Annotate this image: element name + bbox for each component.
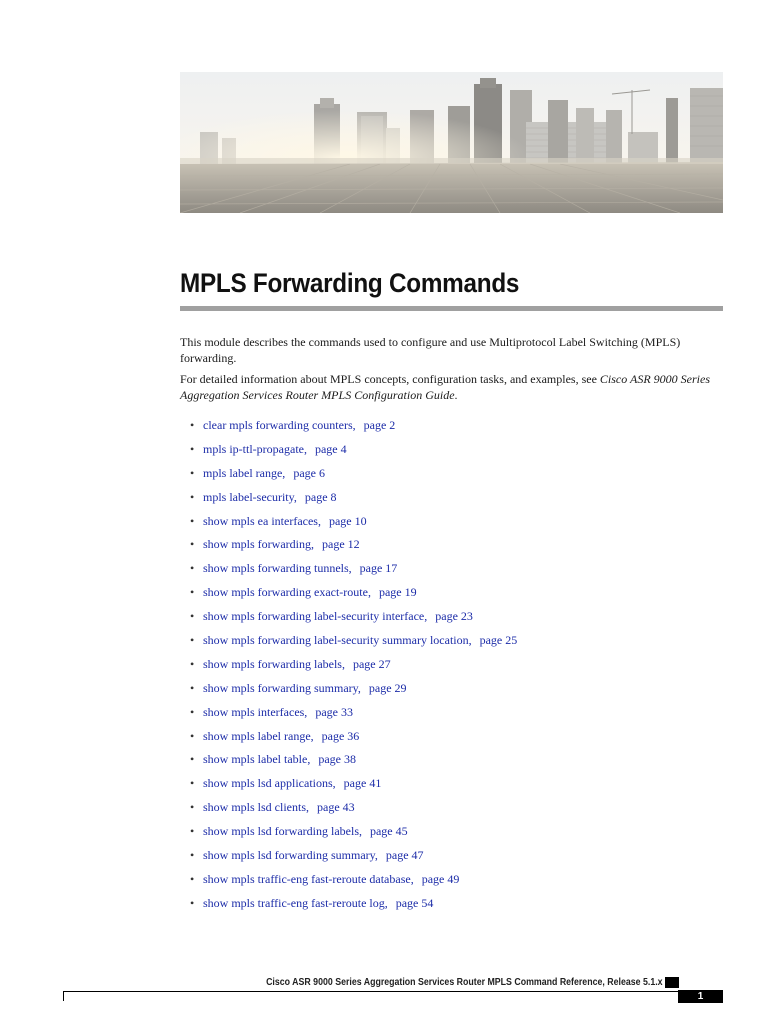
command-link[interactable]: show mpls forwarding summary, xyxy=(203,680,361,695)
list-item xyxy=(190,655,517,679)
list-item xyxy=(190,607,517,631)
page-ref-link[interactable]: page 17 xyxy=(359,561,398,576)
bullet-icon: • xyxy=(190,465,195,480)
command-link[interactable]: show mpls label table, xyxy=(203,752,311,767)
bullet-icon: • xyxy=(190,824,195,839)
list-item xyxy=(190,512,517,536)
command-link[interactable]: show mpls forwarding exact-route, xyxy=(203,585,371,600)
command-list xyxy=(190,416,517,918)
command-link[interactable]: show mpls forwarding, xyxy=(203,537,314,552)
command-link[interactable]: show mpls lsd forwarding summary, xyxy=(203,848,378,863)
bullet-icon: • xyxy=(190,489,195,504)
bullet-icon: • xyxy=(190,513,195,528)
list-item xyxy=(190,798,517,822)
bullet-icon: • xyxy=(190,752,195,767)
bullet-icon: • xyxy=(190,537,195,552)
command-link[interactable]: show mpls traffic-eng fast-reroute database, xyxy=(203,871,414,886)
reference-paragraph xyxy=(180,372,723,403)
command-link[interactable]: mpls ip-ttl-propagate, xyxy=(203,441,307,456)
footer-marker xyxy=(665,977,679,988)
page-ref-link[interactable]: page 12 xyxy=(322,537,360,552)
page-ref-link[interactable]: page 45 xyxy=(369,824,408,839)
command-link[interactable]: show mpls lsd forwarding labels, xyxy=(203,824,362,839)
command-link[interactable]: mpls label-security, xyxy=(203,489,297,504)
bullet-icon: • xyxy=(190,776,195,791)
page-ref-link[interactable]: page 6 xyxy=(293,465,325,480)
command-link[interactable]: show mpls forwarding label-security summary location, xyxy=(203,633,472,648)
bullet-icon: • xyxy=(190,800,195,815)
command-link[interactable]: show mpls forwarding labels, xyxy=(203,656,345,671)
command-link[interactable]: mpls label range, xyxy=(203,465,286,480)
command-link[interactable]: show mpls forwarding label-security interface, xyxy=(203,609,428,624)
page-ref-link[interactable]: page 36 xyxy=(321,728,360,743)
bullet-icon: • xyxy=(190,561,195,576)
reference-prefix: For detailed information about MPLS concepts, configuration tasks, and examples, see xyxy=(180,372,600,386)
command-link[interactable]: clear mpls forwarding counters, xyxy=(203,418,356,432)
list-item xyxy=(190,846,517,870)
bullet-icon: • xyxy=(190,871,195,886)
page-ref-link[interactable]: page 29 xyxy=(368,680,407,695)
intro-section xyxy=(180,335,723,409)
title-divider xyxy=(180,306,723,311)
city-skyline-banner-image xyxy=(180,72,723,213)
list-item xyxy=(190,535,517,559)
bullet-icon: • xyxy=(190,895,195,910)
list-item xyxy=(190,750,517,774)
command-link[interactable]: show mpls ea interfaces, xyxy=(203,513,321,528)
list-item xyxy=(190,416,517,440)
list-item xyxy=(190,703,517,727)
list-item xyxy=(190,679,517,703)
list-item xyxy=(190,488,517,512)
command-link[interactable]: show mpls label range, xyxy=(203,728,314,743)
bullet-icon: • xyxy=(190,848,195,863)
command-link[interactable]: show mpls interfaces, xyxy=(203,704,308,719)
command-link[interactable]: show mpls lsd clients, xyxy=(203,800,310,815)
intro-paragraph: This module describes the commands used to configure and use Multiprotocol Label Switching (MPLS) forwarding. xyxy=(180,335,681,365)
footer-divider xyxy=(63,991,678,992)
page-ref-link[interactable]: page 49 xyxy=(421,871,460,886)
bullet-icon: • xyxy=(190,441,195,456)
page-ref-link[interactable]: page 54 xyxy=(395,895,434,910)
page-ref-link[interactable]: page 43 xyxy=(317,800,355,815)
page-ref-link[interactable]: page 2 xyxy=(363,418,396,432)
page-ref-link[interactable]: page 4 xyxy=(314,441,347,456)
list-item xyxy=(190,631,517,655)
bullet-icon: • xyxy=(190,633,195,648)
bullet-icon: • xyxy=(190,680,195,695)
list-item xyxy=(190,583,517,607)
list-item xyxy=(190,464,517,488)
bullet-icon: • xyxy=(190,728,195,743)
page-ref-link[interactable]: page 23 xyxy=(435,609,473,624)
page-ref-link[interactable]: page 10 xyxy=(328,513,367,528)
page-ref-link[interactable]: page 19 xyxy=(378,585,417,600)
footer-reference-title: Cisco ASR 9000 Series Aggregation Services Router MPLS Command Reference, Release 5.1.x xyxy=(266,977,663,988)
bullet-icon: • xyxy=(190,585,195,600)
list-item xyxy=(190,822,517,846)
bullet-icon: • xyxy=(190,656,195,671)
page-ref-link[interactable]: page 38 xyxy=(318,752,356,767)
page-ref-link[interactable]: page 27 xyxy=(352,656,391,671)
command-link[interactable]: show mpls traffic-eng fast-reroute log, xyxy=(203,895,388,910)
command-link[interactable]: show mpls lsd applications, xyxy=(203,776,336,791)
list-item xyxy=(190,727,517,751)
bullet-icon: • xyxy=(190,418,195,432)
command-link[interactable]: show mpls forwarding tunnels, xyxy=(203,561,352,576)
page-ref-link[interactable]: page 8 xyxy=(304,489,337,504)
configuration-guide-title: Cisco ASR 9000 Series Aggregation Services Router MPLS Configuration Guide xyxy=(180,372,711,402)
page-ref-link[interactable]: page 41 xyxy=(343,776,382,791)
page-title: MPLS Forwarding Commands xyxy=(180,268,520,298)
list-item xyxy=(190,440,517,464)
page-number: 1 xyxy=(678,990,723,1003)
bullet-icon: • xyxy=(190,704,195,719)
list-item xyxy=(190,870,517,894)
list-item xyxy=(190,894,517,918)
footer-tick-mark xyxy=(63,991,64,1001)
reference-suffix: . xyxy=(454,387,458,402)
list-item xyxy=(190,559,517,583)
bullet-icon: • xyxy=(190,609,195,624)
page-ref-link[interactable]: page 33 xyxy=(315,704,353,719)
page-ref-link[interactable]: page 47 xyxy=(385,848,424,863)
page-ref-link[interactable]: page 25 xyxy=(479,633,518,648)
list-item xyxy=(190,774,517,798)
